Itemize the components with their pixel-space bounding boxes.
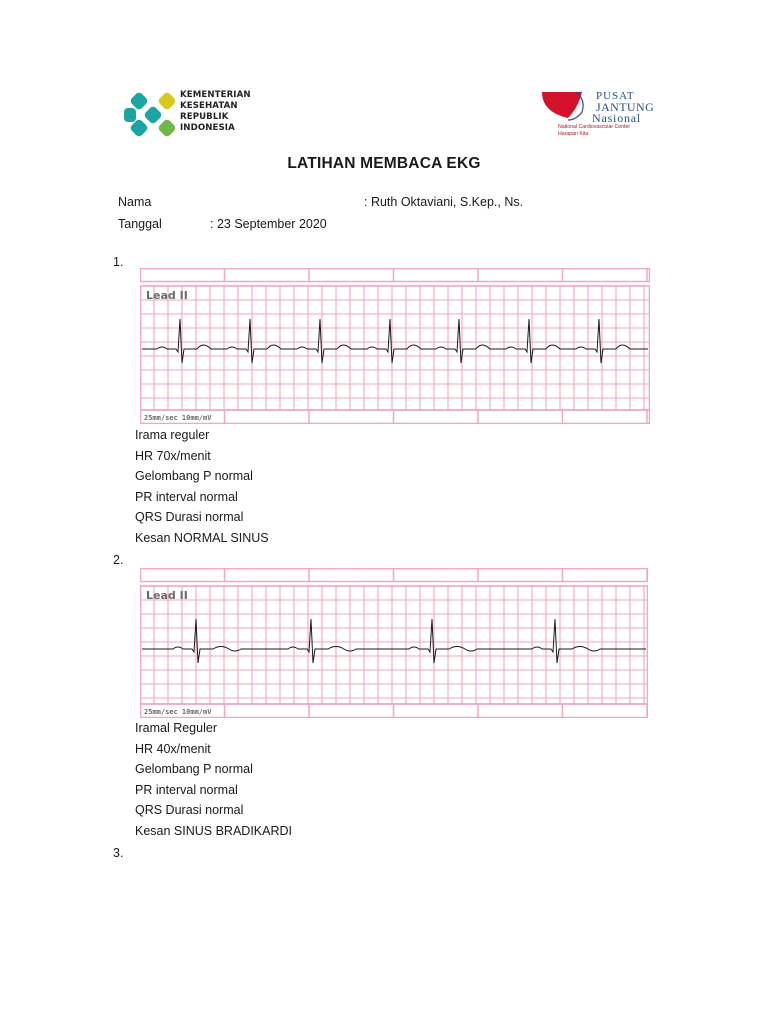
kemenkes-line: KESEHATAN (180, 101, 238, 111)
findings-list (135, 425, 269, 549)
finding-item: HR 40x/menit (135, 741, 211, 756)
findings-list (135, 718, 292, 842)
strip-background (140, 568, 648, 718)
document-title: LATIHAN MEMBACA EKG (287, 155, 481, 172)
pjn-sub-line: Harapan Kita (558, 130, 589, 137)
ekg-strip (140, 568, 648, 718)
tanggal-label: Tanggal (118, 217, 162, 231)
kemenkes-wordmark (180, 90, 251, 134)
kemenkes-line: KEMENTERIAN (180, 90, 251, 100)
finding-item: PR interval normal (135, 782, 238, 797)
pjn-sub-line: National Cardiovascular Center (558, 124, 631, 130)
kemenkes-emblem-icon (124, 91, 177, 138)
finding-item: Kesan SINUS BRADIKARDI (135, 823, 292, 838)
kemenkes-line: REPUBLIK (180, 112, 229, 122)
finding-item: Kesan NORMAL SINUS (135, 530, 269, 545)
item-number: 2. (113, 553, 124, 567)
nama-label: Nama (118, 195, 152, 209)
item-number: 3. (113, 846, 124, 860)
pjn-wordmark (592, 90, 655, 125)
finding-item: PR interval normal (135, 489, 238, 504)
tanggal-value: : 23 September 2020 (210, 217, 327, 231)
finding-item: Irama reguler (135, 428, 210, 442)
finding-item: QRS Durasi normal (135, 510, 244, 525)
pjn-subtitle (558, 124, 630, 137)
finding-item: Iramal Reguler (135, 721, 217, 735)
speed-label: 25mm/sec 10mm/mV (144, 708, 212, 716)
finding-item: Gelombang P normal (135, 469, 253, 484)
item-number: 1. (113, 255, 124, 269)
kemenkes-line: INDONESIA (180, 123, 235, 133)
finding-item: Gelombang P normal (135, 762, 253, 777)
finding-item: QRS Durasi normal (135, 803, 244, 818)
pjn-line: PUSAT (596, 90, 635, 102)
speed-label: 25mm/sec 10mm/mV (144, 414, 212, 422)
nama-value: : Ruth Oktaviani, S.Kep., Ns. (364, 195, 524, 209)
pjn-line: Nasional (592, 111, 642, 125)
pjn-line: JANTUNG (596, 100, 655, 114)
lead-label: Lead II (146, 289, 188, 302)
ekg-strip (140, 268, 650, 424)
finding-item: HR 70x/menit (135, 448, 211, 463)
lead-label: Lead II (146, 589, 188, 602)
